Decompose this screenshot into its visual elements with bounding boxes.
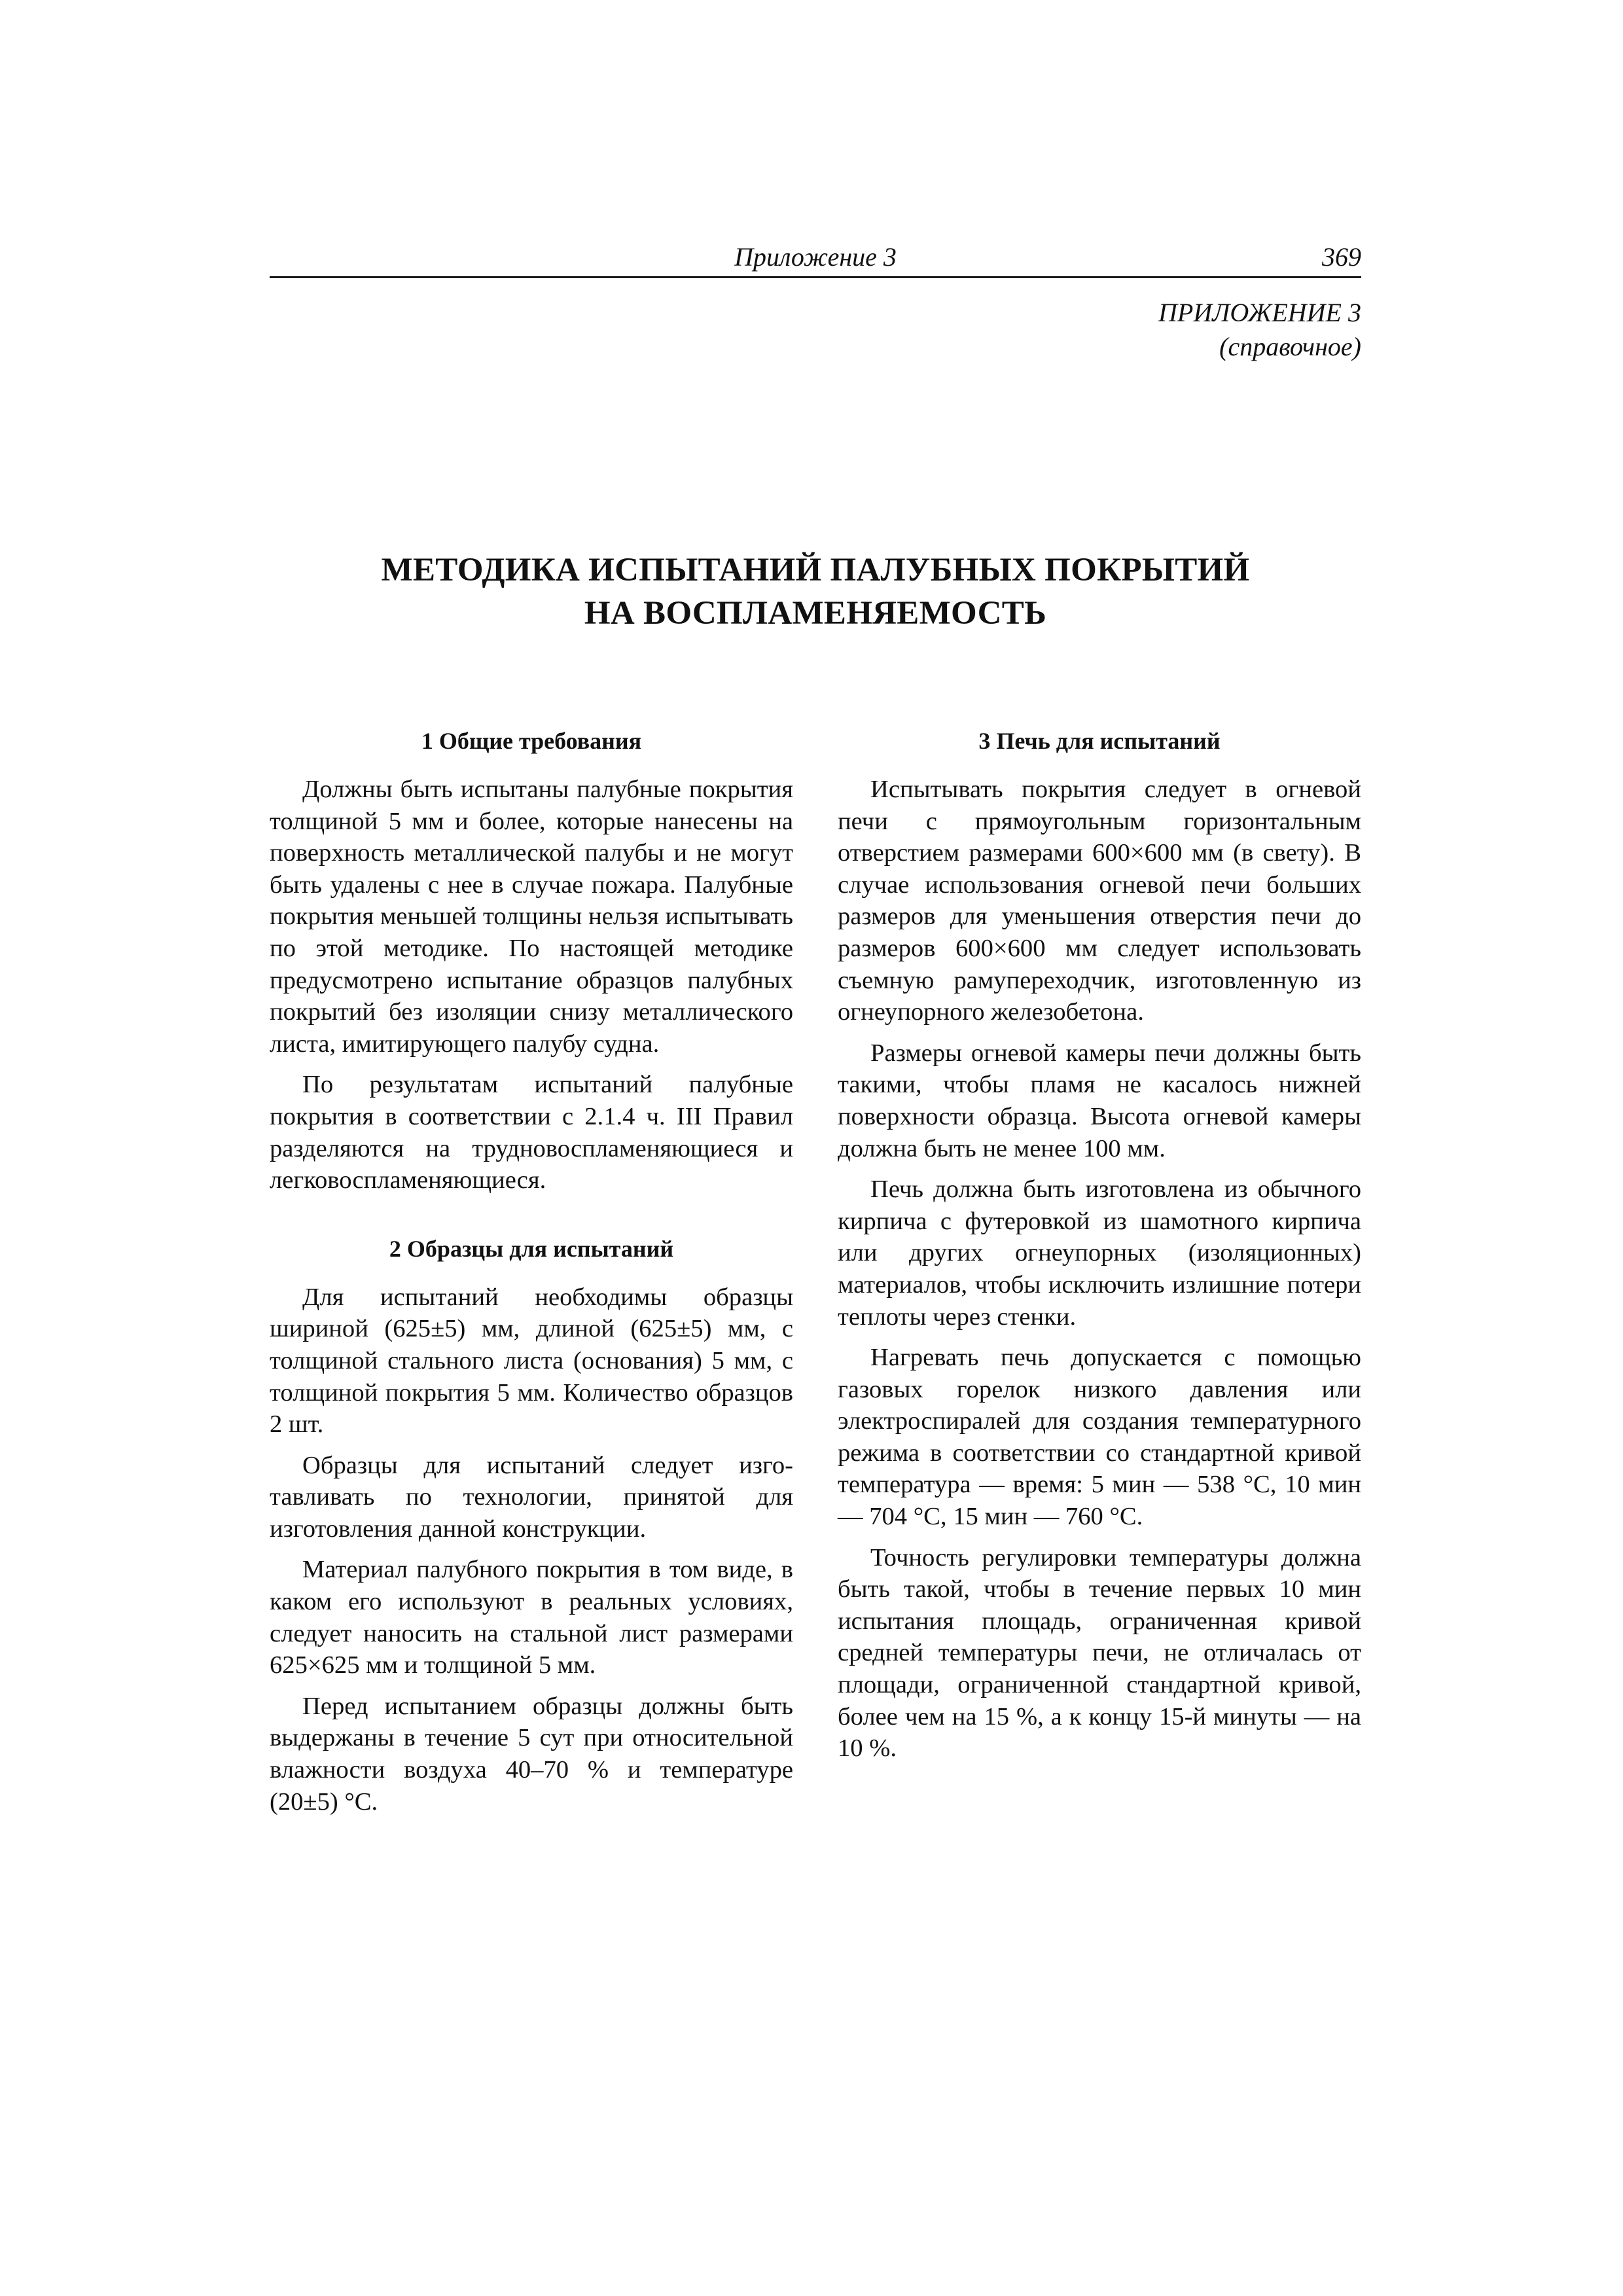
section-1-heading: 1 Общие требования xyxy=(421,728,642,754)
section-3-paragraph-1: Испытывать покрытия следует в огневой печи с прямоугольным горизонтальным отверстием размерами 600×600 мм (в свету). В случае использования огневой печи больших размеров для уменьшения отверстия печи до размеров 600×600 мм следует использовать съемную рамупереходчик, изготовленную из огнеупорного железобетона. xyxy=(838,776,1361,1026)
section-3-paragraph-5: Точность регулировки температуры должна быть такой, чтобы в течение первых 10 мин испытания площадь, ограниченная кривой средней температуры печи, не отличалась от площади, ограниченной стандартной кривой, более чем на 15 %, а к концу 15-й минуты — на 10 %. xyxy=(838,1543,1361,1763)
section-2-paragraph-2: Образцы для испытаний следует изготавливать по технологии, принятой для изготовления данной конструкции. xyxy=(270,1451,793,1543)
section-2-paragraph-1: Для испытаний необходимы образцы шириной (625±5) мм, длиной (625±5) мм, с толщиной стального листа (основания) 5 мм, с толщиной покрытия 5 мм. Количество образцов 2 шт. xyxy=(270,1283,793,1439)
section-2-paragraph-3: Материал палубного покрытия в том виде, в каком его используют в реальных условиях, следует наносить на стальной лист размерами 625×625 мм и толщиной 5 мм. xyxy=(270,1556,793,1679)
running-header xyxy=(270,241,1361,278)
document-title xyxy=(270,548,1361,635)
section-1-paragraph-1: Должны быть испытаны палубные покрытия толщиной 5 мм и более, которые нанесены на поверхность металлической палубы и не могут быть удалены с нее в случае пожара. Палубные покрытия меньшей толщины нельзя испытывать по этой методике. По настоящей методике предусмотрено испытание образцов палубных покрытий без изоляции снизу металлического листа, имитирующего палубу судна. xyxy=(270,776,793,1058)
document-title-line-1: МЕТОДИКА ИСПЫТАНИЙ ПАЛУБНЫХ ПОКРЫТИЙ xyxy=(381,552,1250,588)
section-2-heading: 2 Образцы для испытаний xyxy=(389,1235,674,1262)
appendix-label xyxy=(1158,296,1361,364)
section-1-paragraph-2: По результатам испытаний палубные покрытия в соответствии с 2.1.4 ч. III Правил разделяются на трудновоспламеняющиеся и легковоспламеняющиеся. xyxy=(270,1071,793,1194)
left-column xyxy=(270,726,793,1827)
section-2-paragraph-4: Перед испытанием образцы должны быть выдержаны в течение 5 сут при относительной влажности воздуха 40–70 % и температуре (20±5) °С. xyxy=(270,1692,793,1816)
appendix-number: ПРИЛОЖЕНИЕ 3 xyxy=(1158,298,1361,327)
right-column xyxy=(838,726,1361,1774)
running-title: Приложение 3 xyxy=(734,242,897,272)
section-3-paragraph-3: Печь должна быть изготовлена из обычного кирпича с футеровкой из шамотного кирпича или других огнеупорных (изоляционных) материалов, чтобы исключить излишние потери теплоты через стенки. xyxy=(838,1175,1361,1331)
appendix-note: (справочное) xyxy=(1219,332,1361,361)
page-number: 369 xyxy=(1322,242,1361,272)
section-3-paragraph-4: Нагревать печь допускается с помощью газовых горелок низкого давления или электроспиралей для создания температурного режима в соответствии со стандартной кривой температура — время: 5 мин — 538 °С, 10 мин — 704 °С, 15 мин — 760 °С. xyxy=(838,1344,1361,1531)
section-3-paragraph-2: Размеры огневой камеры печи должны быть такими, чтобы пламя не касалось нижней поверхности образца. Высота огневой камеры должна быть не менее 100 мм. xyxy=(838,1039,1361,1162)
document-title-line-2: НА ВОСПЛАМЕНЯЕМОСТЬ xyxy=(584,595,1047,632)
section-3-heading: 3 Печь для испытаний xyxy=(978,728,1221,754)
